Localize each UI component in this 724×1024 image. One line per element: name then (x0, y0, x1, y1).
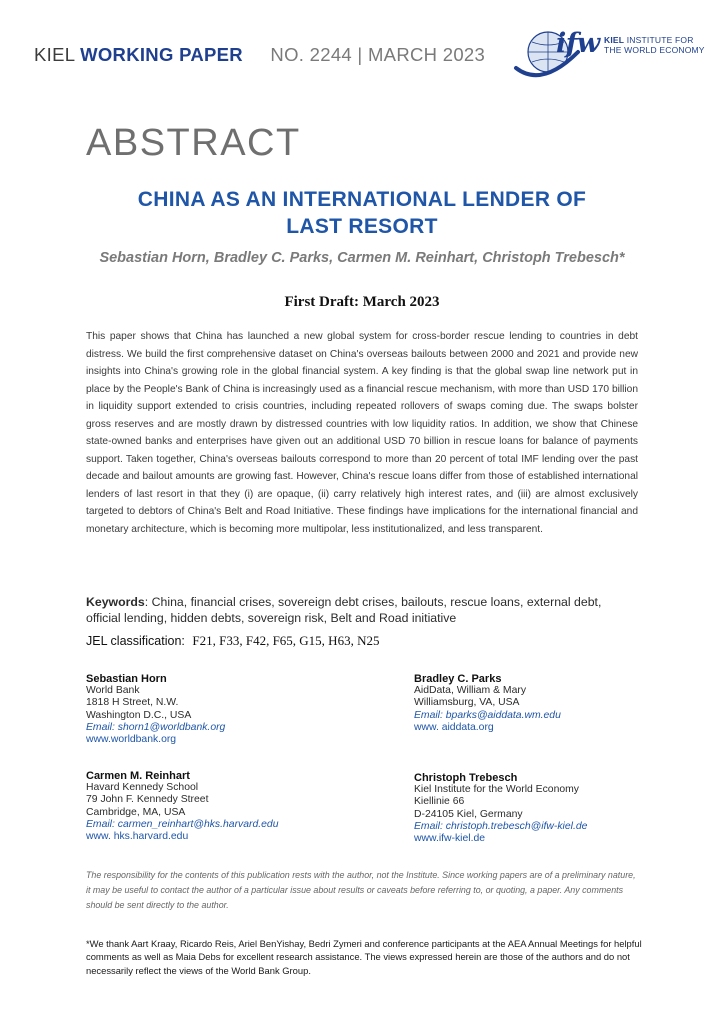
contact-web-link[interactable]: www. aiddata.org (414, 721, 494, 733)
contact-name: Bradley C. Parks (414, 673, 502, 685)
contact-email-link[interactable]: Email: bparks@aiddata.wm.edu (414, 709, 561, 721)
paper-title-line1: CHINA AS AN INTERNATIONAL LENDER OF (137, 188, 587, 211)
responsibility-disclaimer: The responsibility for the contents of this publication rests with the author, not the Institute. Since working papers are of a preliminary nature, it may be useful to contact the author of a particular issue about results or caveats before referring to, or quoting, a paper. Any comments should be sent directly to the author. (86, 870, 636, 910)
contact-affiliation: Havard Kennedy School (86, 782, 199, 794)
contact-name: Sebastian Horn (86, 673, 167, 685)
jel-codes: F21, F33, F42, F65, G15, H63, N25 (192, 633, 380, 648)
contact-affiliation: AidData, William & Mary (414, 685, 527, 697)
contact-address: Williamsburg, VA, USA (414, 697, 520, 709)
jel-classification (86, 633, 379, 649)
series-name: WORKING PAPER (80, 44, 243, 65)
draft-date: First Draft: March 2023 (284, 294, 440, 310)
contact-email-link[interactable]: Email: shorn1@worldbank.org (86, 721, 226, 733)
section-title: ABSTRACT (86, 122, 301, 164)
contact-web-link[interactable]: www.worldbank.org (86, 734, 177, 746)
keywords (86, 594, 638, 626)
contact-address: Cambridge, MA, USA (86, 806, 186, 818)
paper-number-date: NO. 2244 | MARCH 2023 (270, 44, 486, 65)
series-prefix: KIEL (34, 44, 75, 65)
jel-label: JEL classification: (86, 634, 185, 648)
author-list: Sebastian Horn, Bradley C. Parks, Carmen M. Reinhart, Christoph Trebesch* (99, 250, 625, 266)
contact-web-link[interactable]: www.ifw-kiel.de (414, 833, 486, 845)
series-header (34, 44, 485, 66)
paper-title (60, 186, 664, 240)
paper-title-line2: LAST RESORT (286, 215, 438, 238)
author-contact-parks (414, 673, 561, 734)
keywords-label: Keywords (86, 595, 145, 609)
ifw-logo (512, 22, 705, 92)
contact-address: Washington D.C., USA (86, 709, 192, 721)
contact-affiliation: World Bank (86, 685, 140, 697)
author-contact-trebesch (414, 772, 587, 845)
contact-name: Carmen M. Reinhart (86, 770, 190, 782)
contact-address: D-24105 Kiel, Germany (414, 808, 523, 820)
keywords-text: : China, financial crises, sovereign debt crises, bailouts, rescue loans, external debt, official lending, hidden debts, sovereign risk, Belt and Road initiative (86, 595, 602, 625)
author-contact-horn (86, 673, 225, 746)
acknowledgements-footnote: *We thank Aart Kraay, Ricardo Reis, Ariel BenYishay, Bedri Zymeri and conference participants at the AEA Annual Meetings for helpful comments as well as Maia Debs for excellent research assistance. The views expressed herein are those of the authors and do not necessarily reflect the views of the World Bank Group. (86, 938, 642, 976)
contact-web-link[interactable]: www. hks.harvard.edu (86, 831, 189, 843)
abstract-text: This paper shows that China has launched a new global system for cross-border rescue lending to countries in debt distress. We build the first comprehensive dataset on China's overseas bailouts between 2000 and 2021 and provide new insights into China's growing role in the global financial system. A key finding is that the global swap line network put in place by the People's Bank of China is increasingly used as a financial rescue mechanism, with more than USD 170 billion in liquidity support extended to crisis countries, including repeated rollovers of swaps coming due. The swaps bolster gross reserves and are mostly drawn by distressed countries with low liquidity ratios. In addition, we show that Chinese state-owned banks and enterprises have given out an additional USD 70 billion in rescue loans for balance of payments support. Taken together, China's overseas bailouts correspond to more than 20 percent of total IMF lending over the past decade and bailout amounts are growing fast. However, China's rescue loans differ from those of established international lenders of last resort in that they (i) are opaque, (ii) carry relatively high interest rates, and (iii) are almost exclusively targeted to debtors of China's Belt and Road Initiative. These findings have implications for the international financial and monetary architecture, which is becoming more multipolar, less institutionalized, and less transparent. (86, 331, 638, 535)
contact-address: Kiellinie 66 (414, 796, 465, 808)
contact-name: Christoph Trebesch (414, 772, 518, 784)
logo-line2: THE WORLD ECONOMY (604, 45, 705, 55)
logo-mark: ifw (556, 28, 600, 59)
contact-email-link[interactable]: Email: carmen_reinhart@hks.harvard.edu (86, 818, 279, 830)
contact-address: 1818 H Street, N.W. (86, 697, 179, 709)
logo-line1-bold: KIEL (604, 35, 625, 45)
contact-address: 79 John F. Kennedy Street (86, 794, 209, 806)
contact-email-link[interactable]: Email: christoph.trebesch@ifw-kiel.de (414, 820, 588, 832)
logo-institute-name (604, 35, 705, 55)
contact-affiliation: Kiel Institute for the World Economy (414, 784, 579, 796)
logo-line1: INSTITUTE FOR (626, 35, 694, 45)
author-contact-reinhart (86, 770, 278, 843)
